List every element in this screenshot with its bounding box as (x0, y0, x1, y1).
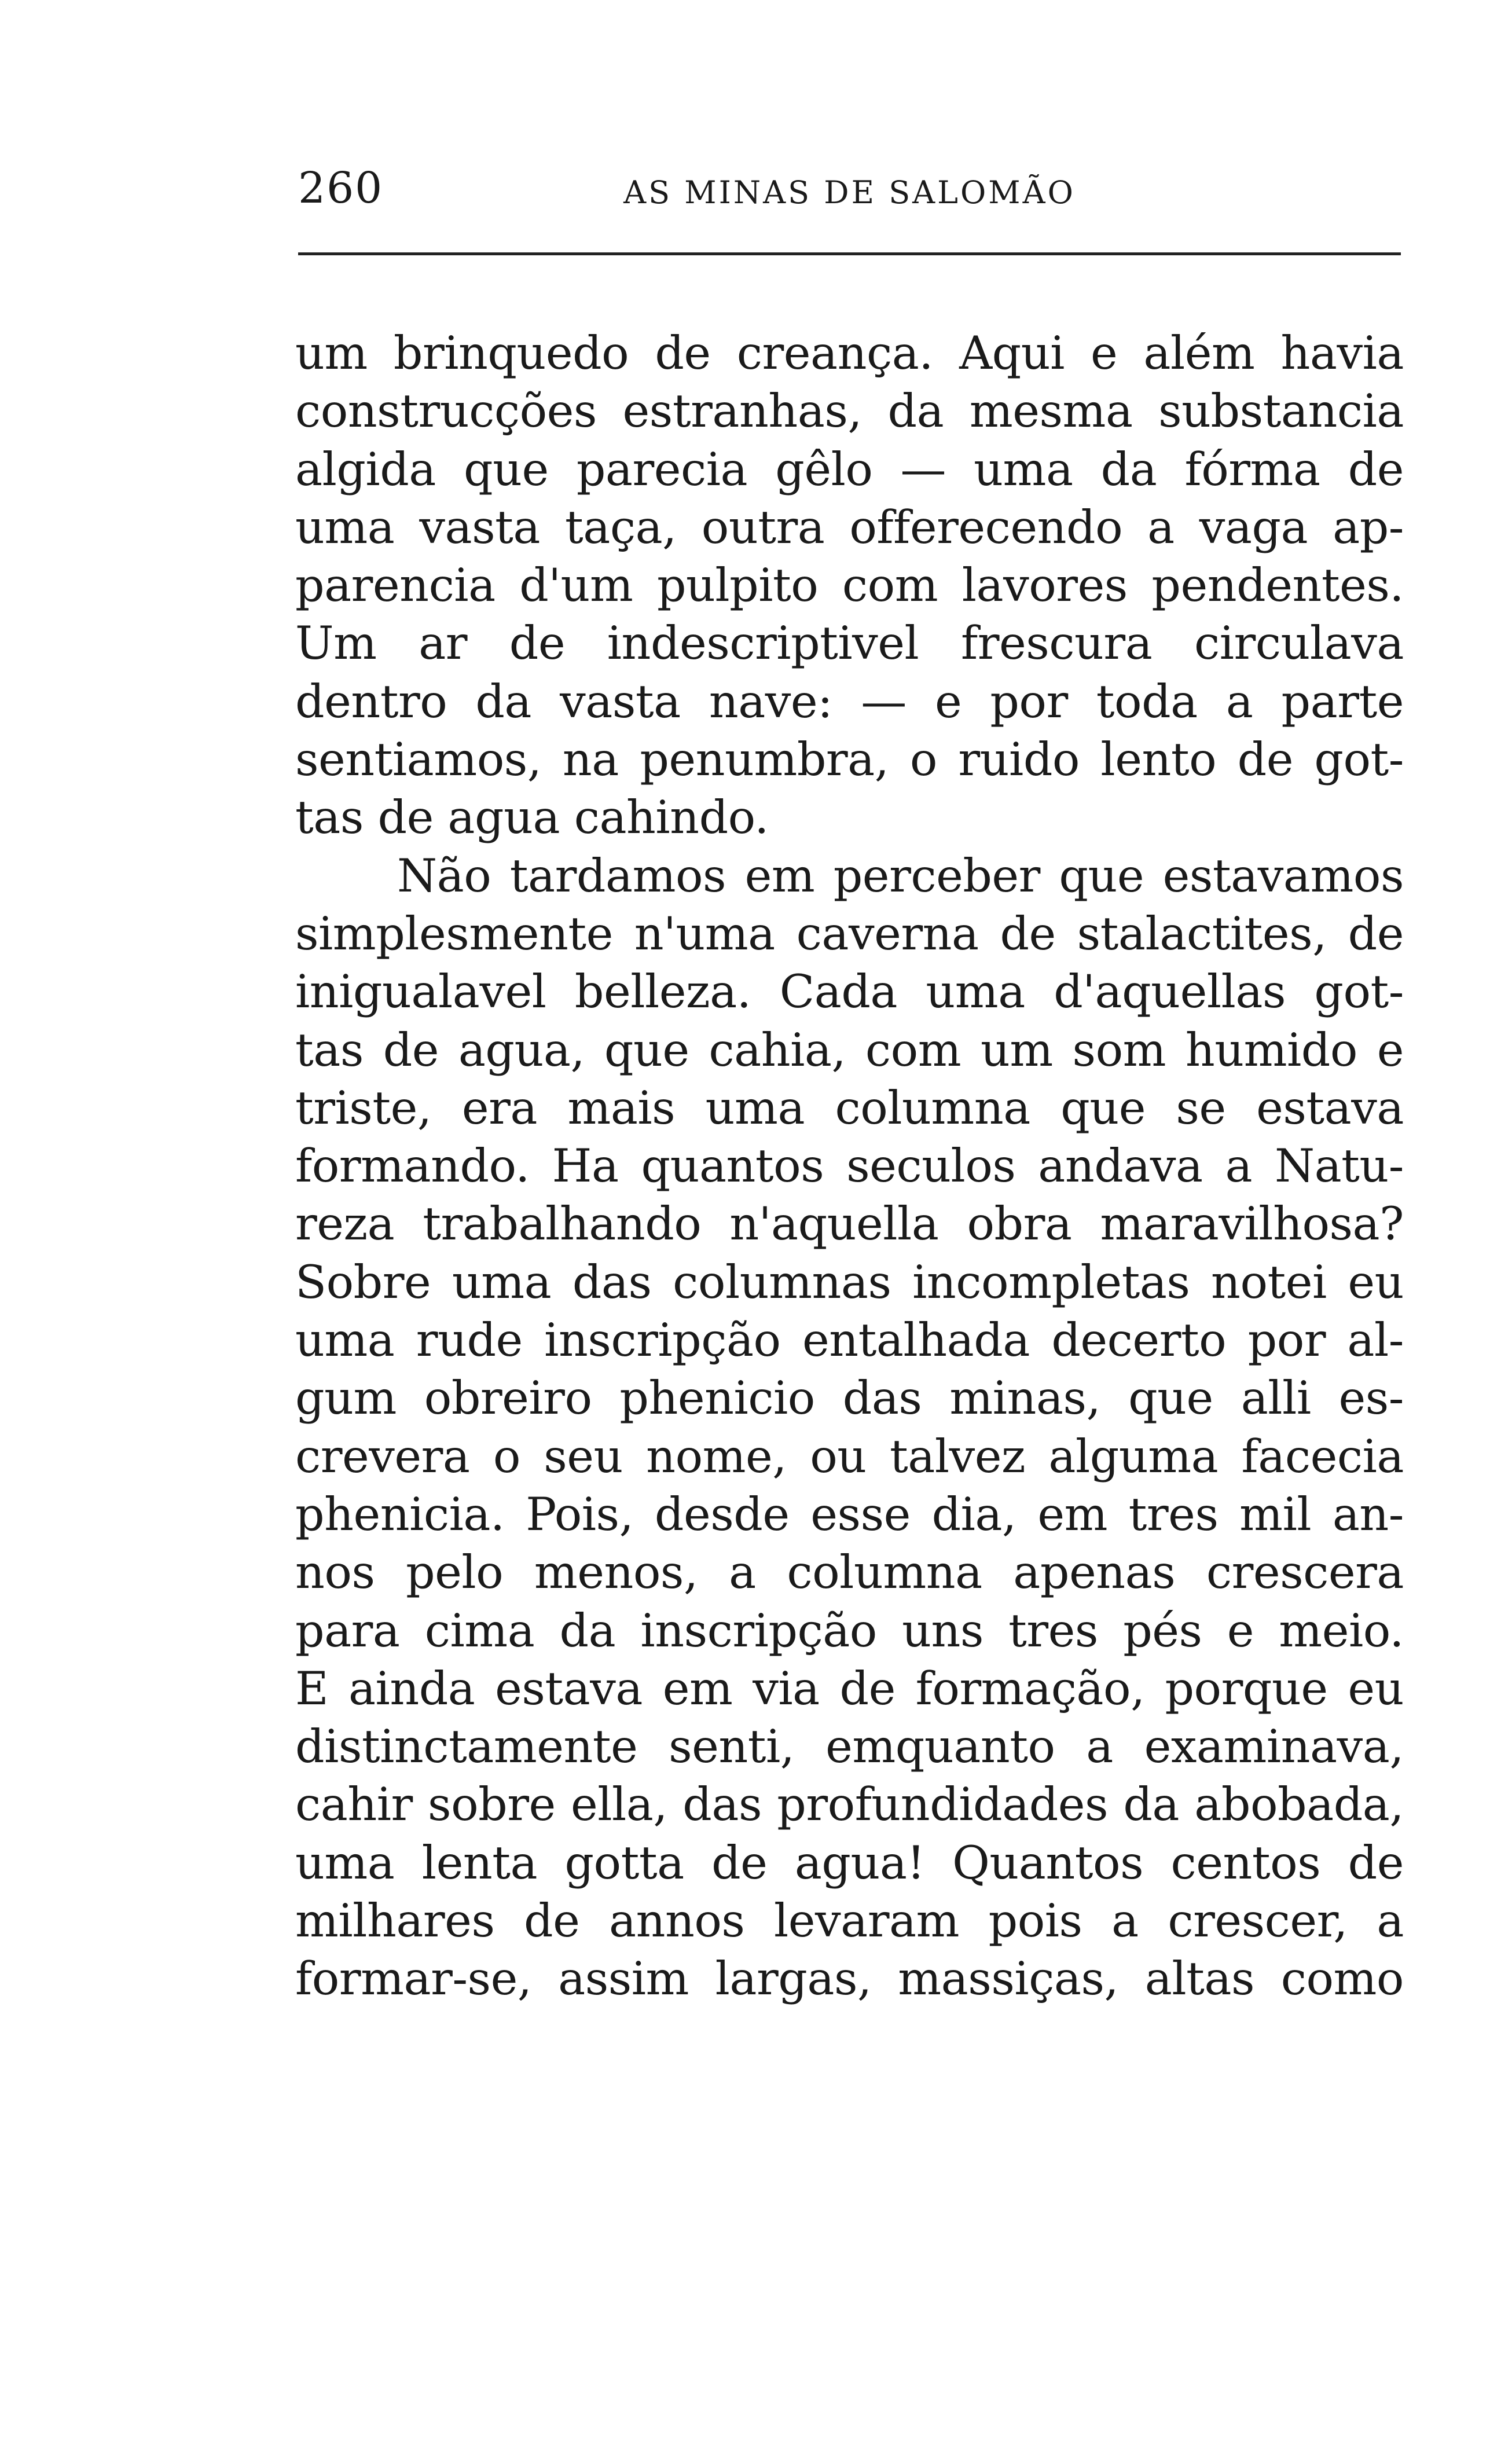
text-line: E ainda estava em via de formação, porque eu (295, 1661, 1404, 1715)
text-line: gum obreiro phenicio das minas, que alli es- (295, 1371, 1404, 1425)
header-rule (298, 252, 1401, 255)
text-line: triste, era mais uma columna que se estava (295, 1081, 1404, 1135)
text-line: tas de agua, que cahia, com um som humido e (295, 1023, 1404, 1077)
text-line: dentro da vasta nave: — e por toda a parte (295, 674, 1404, 728)
text-line: para cima da inscripção uns tres pés e meio. (295, 1604, 1404, 1657)
text-line: um brinquedo de creança. Aqui e além havia (295, 326, 1404, 380)
text-line: algida que parecia gêlo — uma da fórma de (295, 442, 1404, 496)
text-line: inigualavel belleza. Cada uma d'aquellas got- (295, 965, 1404, 1019)
body-text (295, 324, 1404, 2008)
running-head (298, 156, 1401, 220)
text-line-paragraph-start: Não tardamos em perceber que estavamos (397, 849, 1404, 903)
text-line: distinctamente senti, emquanto a examinava, (295, 1720, 1404, 1774)
text-line: parencia d'um pulpito com lavores pendentes. (295, 559, 1404, 612)
text-line: formando. Ha quantos seculos andava a Natu- (295, 1139, 1404, 1193)
text-line: phenicia. Pois, desde esse dia, em tres mil an- (295, 1487, 1404, 1541)
text-line: simplesmente n'uma caverna de stalactites, de (295, 907, 1404, 960)
text-line: formar-se, assim largas, massiças, altas como (295, 1952, 1404, 2006)
text-line: milhares de annos levaram pois a crescer, a (295, 1894, 1404, 1948)
page-number: 260 (298, 163, 384, 213)
text-line-paragraph-end: tas de agua cahindo. (295, 791, 769, 845)
text-line: uma rude inscripção entalhada decerto por al- (295, 1314, 1404, 1367)
text-line: construcções estranhas, da mesma substancia (295, 384, 1404, 438)
text-line: cahir sobre ella, das profundidades da abobada, (295, 1778, 1404, 1832)
text-line: uma vasta taça, outra offerecendo a vaga ap- (295, 500, 1404, 554)
text-line: reza trabalhando n'aquella obra maravilhosa? (295, 1197, 1404, 1251)
text-line: sentiamos, na penumbra, o ruido lento de got- (295, 733, 1404, 787)
text-line: Sobre uma das columnas incompletas notei eu (295, 1255, 1404, 1309)
running-title: AS MINAS DE SALOMÃO (623, 174, 1076, 211)
text-line: uma lenta gotta de agua! Quantos centos de (295, 1836, 1404, 1890)
text-line: Um ar de indescriptivel frescura circulava (295, 617, 1404, 670)
text-line: crevera o seu nome, ou talvez alguma facecia (295, 1429, 1404, 1483)
text-line: nos pelo menos, a columna apenas crescera (295, 1546, 1404, 1599)
